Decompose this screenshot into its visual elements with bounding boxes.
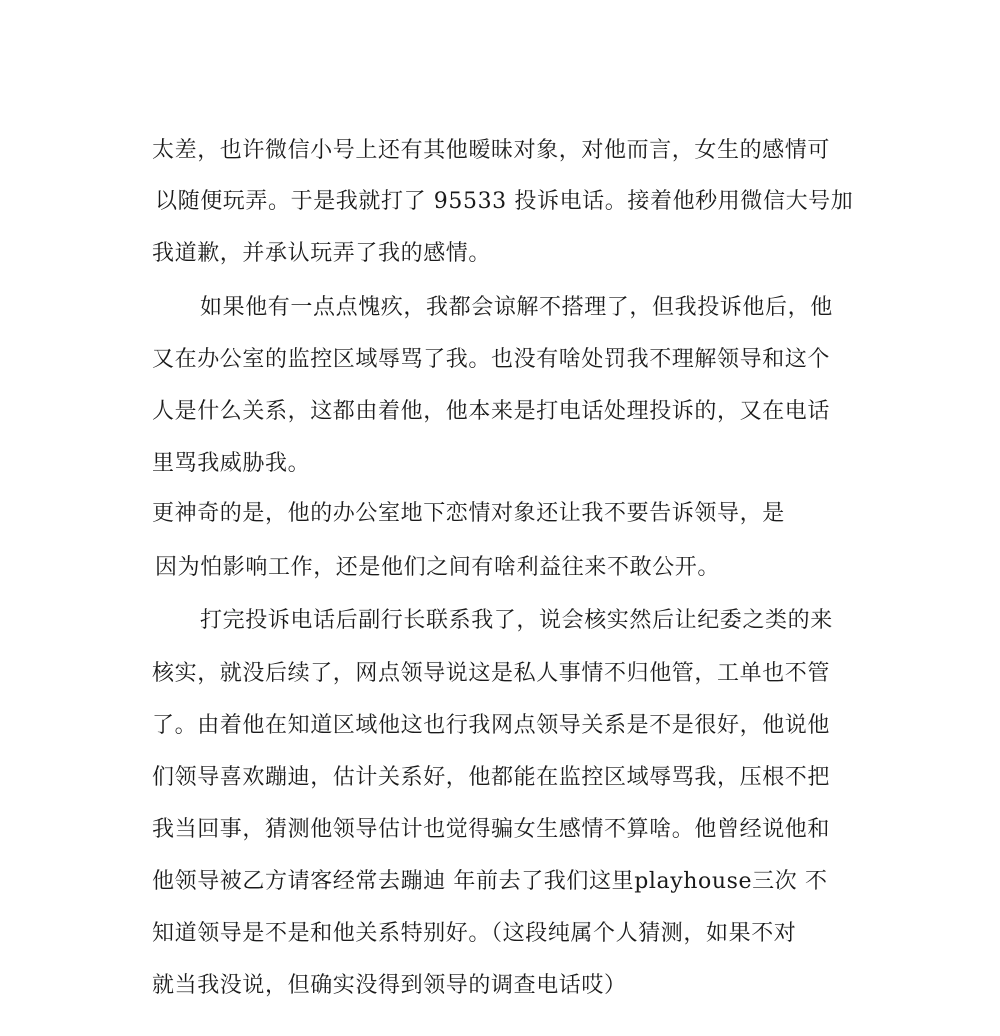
text-line-7: 里骂我威胁我。 bbox=[152, 451, 311, 476]
text-line-15: 他领导被乙方请客经常去蹦迪 年前去了我们这里playhouse三次 不 bbox=[152, 869, 828, 894]
text-line-6: 人是什么关系，这都由着他，他本来是打电话处理投诉的，又在电话 bbox=[152, 399, 831, 424]
text-line-16: 知道领导是不是和他关系特别好。（这段纯属个人猜测，如果不对 bbox=[152, 921, 797, 946]
text-line-13: 们领导喜欢蹦迪，估计关系好，他都能在监控区域辱骂我，压根不把 bbox=[152, 765, 831, 790]
text-line-4: 如果他有一点点愧疚，我都会谅解不搭理了，但我投诉他后，他 bbox=[200, 295, 833, 320]
text-line-1: 太差，也许微信小号上还有其他暧昧对象，对他而言，女生的感情可 bbox=[152, 138, 831, 163]
text-line-14: 我当回事，猜测他领导估计也觉得骗女生感情不算啥。他曾经说他和 bbox=[152, 817, 831, 842]
text-line-9: 因为怕影响工作，还是他们之间有啥利益往来不敢公开。 bbox=[155, 555, 721, 580]
text-line-3: 我道歉，并承认玩弄了我的感情。 bbox=[152, 241, 492, 266]
text-line-12: 了。由着他在知道区域他这也行我网点领导关系是不是很好，他说他 bbox=[152, 713, 831, 738]
text-line-8: 更神奇的是，他的办公室地下恋情对象还让我不要告诉领导，是 bbox=[152, 501, 785, 526]
text-line-5: 又在办公室的监控区域辱骂了我。也没有啥处罚我不理解领导和这个 bbox=[152, 347, 831, 372]
text-line-10: 打完投诉电话后副行长联系我了，说会核实然后让纪委之类的来 bbox=[200, 608, 833, 633]
text-line-17: 就当我没说，但确实没得到领导的调查电话哎） bbox=[152, 973, 627, 998]
text-line-2: 以随便玩弄。于是我就打了 95533 投诉电话。接着他秒用微信大号加 bbox=[155, 189, 854, 214]
text-line-11: 核实，就没后续了，网点领导说这是私人事情不归他管，工单也不管 bbox=[152, 661, 831, 686]
